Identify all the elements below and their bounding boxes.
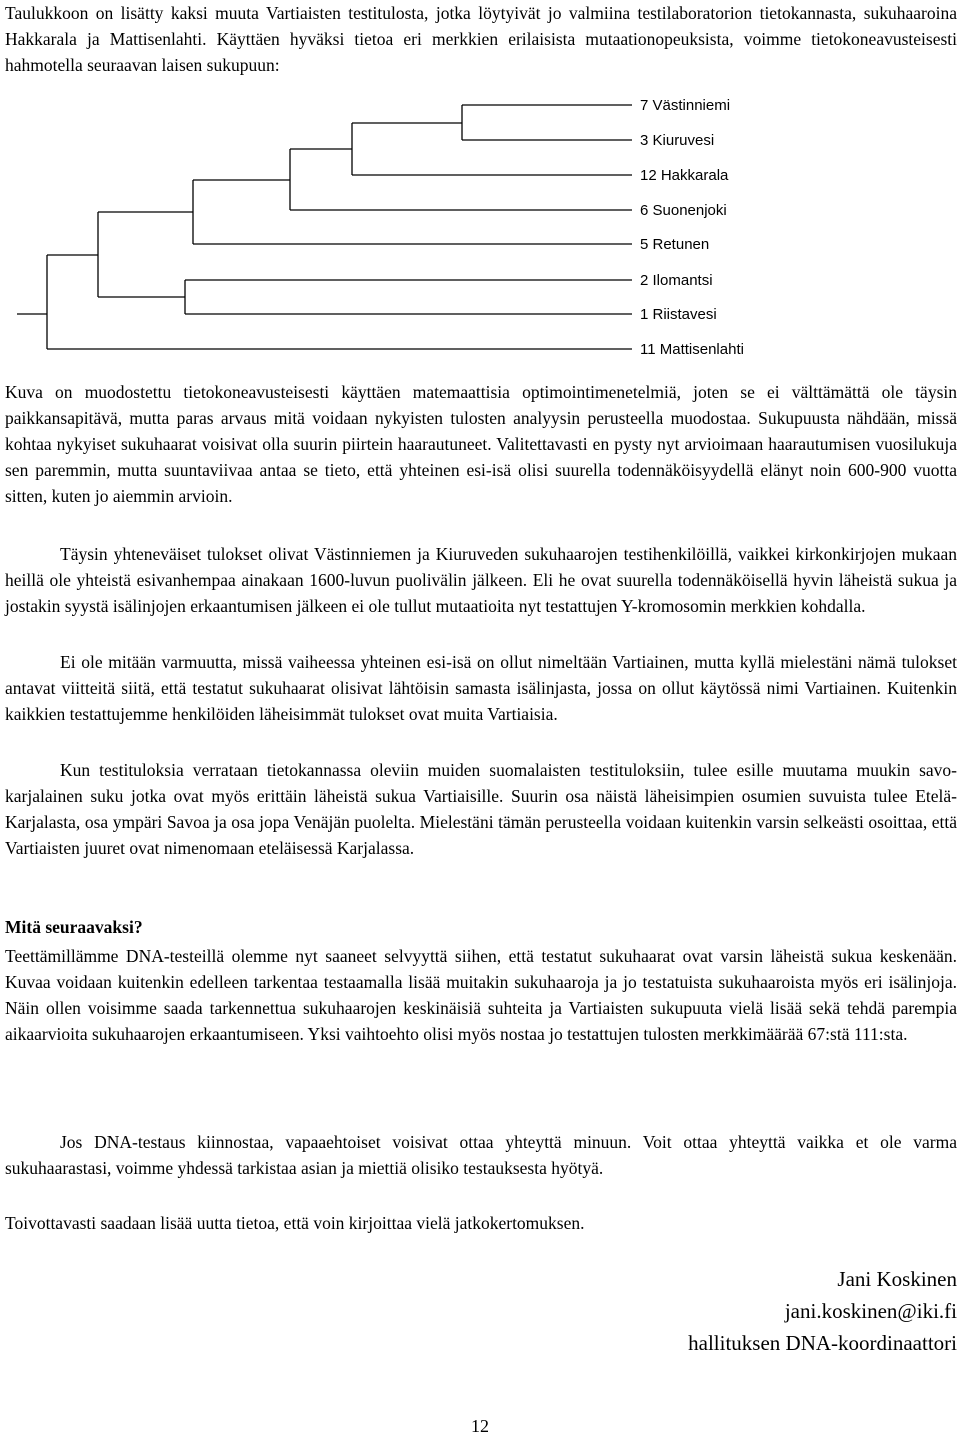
phylogenetic-tree [0,88,960,368]
intro-paragraph: Taulukkoon on lisätty kaksi muuta Vartiaisten testitulosta, jotka löytyivät jo valmiina testilaboratorion tietokannasta, sukuhaaroina Hakkarala ja Mattisenlahti. Käyttäen hyväksi tietoa eri merkkien erilaisista mutaationopeuksista, voimme tietokoneavusteisesti hahmotella seuraavan laisen sukupuun: [5,3,957,75]
tree-caption-paragraph: Kuva on muodostettu tietokoneavusteisesti käyttäen matemaattisia optimointimenetelmiä, joten se ei välttämättä ole täysin paikkansapitävä, mutta paras arvaus mitä voidaan nykyisten tulosten analyysin perusteella muodostaa. Sukupuusta nähdään, missä kohtaa nykyiset sukuhaarat voisivat olla suurin piirtein haarautuneet. Valitettavasti en pysty nyt arvioimaan haarautumisen vuosilukuja sen paremmin, mutta suuntaviivaa antaa se tieto, että yhteinen esi-isä olisi suurella todennäköisyydellä elänyt noin 600-900 vuotta sitten, kuten jo aiemmin arvioin. [5,382,957,506]
body-paragraph: Täysin yhteneväiset tulokset olivat Västinniemen ja Kiuruveden sukuhaarojen testihenkilöillä, vaikkei kirkonkirjojen mukaan heillä ole yhteistä esivanhempaa ainakaan 1600-luvun puolivälin jälkeen. Eli he ovat suurella todennäköisellä hyvin läheistä sukua ja jostakin syystä isälinjojen erkaantumisen jälkeen ei ole tullut mutaatioita nyt testattujen Y-kromosomin merkkien kohdalla. [5,544,957,616]
tree-leaf-label: 12 Hakkarala [640,167,729,184]
section-heading: Mitä seuraavaksi? [5,917,143,937]
signature-name: Jani Koskinen [837,1267,957,1291]
tree-leaf-label: 3 Kiuruvesi [640,132,715,149]
closing-line: Toivottavasti saadaan lisää uutta tietoa, että voin kirjoittaa vielä jatkokertomuksen. [5,1213,585,1233]
body-paragraph: Jos DNA-testaus kiinnostaa, vapaaehtoiset voisivat ottaa yhteyttä minuun. Voit ottaa yhteyttä vaikka et ole varma sukuhaarastasi, voimme yhdessä tarkistaa asian ja miettiä olisiko testauksesta hyötyä. [5,1132,957,1178]
tree-leaf-label: 1 Riistavesi [640,306,717,323]
body-paragraph: Ei ole mitään varmuutta, missä vaiheessa yhteinen esi-isä on ollut nimeltään Vartiainen, mutta kyllä mielestäni nämä tulokset antavat viitteitä siitä, että testatut sukuhaarat olisivat lähtöisin samasta isälinjasta, jossa on ollut käytössä nimi Vartiainen. Kuitenkin kaikkien testattujemme henkilöiden läheisimmät tulokset ovat muita Vartiaisia. [5,652,957,724]
body-paragraph: Kun testituloksia verrataan tietokannassa oleviin muiden suomalaisten testituloksiin, tulee esille muutama muukin savo-karjalainen suku jotka ovat myös erittäin läheistä sukua Vartiaisille. Suurin osa näistä läheisimpien osumien suvuista tulee Etelä-Karjalasta, osa ympäri Savoa ja osa jopa Venäjän puolelta. Mielestäni tämän perusteella voidaan kuitenkin varsin selkeästi osoittaa, että Vartiaisten juuret ovat nimenomaan eteläisessä Karjalassa. [5,760,957,858]
page-number: 12 [471,1416,489,1436]
tree-leaf-label: 6 Suonenjoki [640,202,727,219]
signature-email: jani.koskinen@iki.fi [784,1299,957,1323]
signature-role: hallituksen DNA-koordinaattori [688,1331,957,1355]
body-paragraph: Teettämillämme DNA-testeillä olemme nyt saaneet selvyyttä siihen, että testatut sukuhaarat ovat varsin läheistä sukua keskenään. Kuvaa voidaan kuitenkin edelleen tarkentaa testaamalla lisää muitakin sukuhaaroja ja jo testatuista sukuhaaroista myös eri isälinjoja. Näin ollen voisimme saada tarkennettua sukuhaarojen keskinäisiä suhteita ja Vartiaisten sukupuuta vielä lisää sekä tehdä parempia aikaarvioita sukuhaarojen erkaantumiseen. Yksi vaihtoehto olisi myös nostaa jo testattujen tulosten merkkimäärää 67:stä 111:sta. [5,946,957,1044]
tree-leaf-label: 7 Västinniemi [640,97,731,114]
tree-leaf-label: 5 Retunen [640,236,710,253]
tree-leaf-label: 11 Mattisenlahti [640,341,744,358]
tree-leaf-label: 2 Ilomantsi [640,272,713,289]
